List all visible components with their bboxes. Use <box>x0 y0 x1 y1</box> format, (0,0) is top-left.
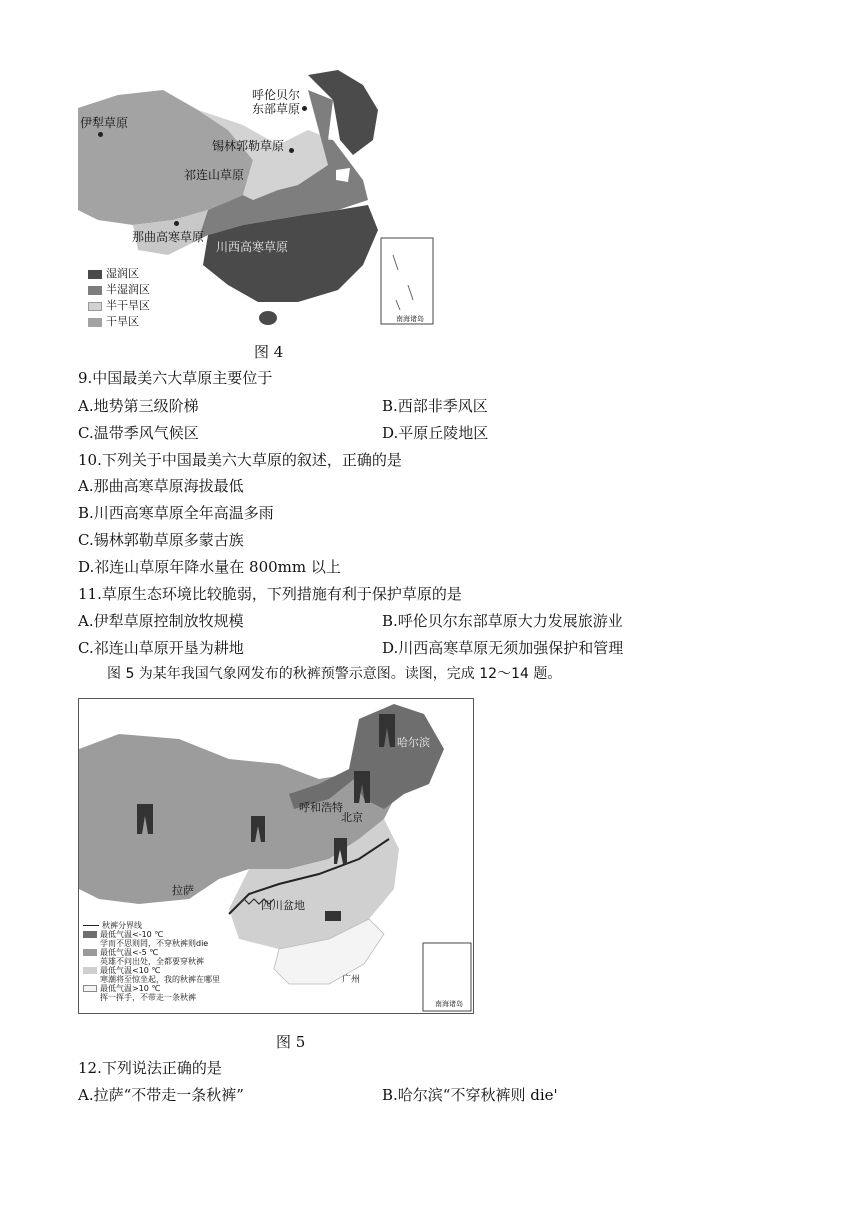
q9-option-c: C.温带季风气候区 <box>78 424 199 442</box>
figure-5-caption: 图 5 <box>276 1033 306 1051</box>
legend5-item-cold <box>83 930 220 939</box>
figure-4-caption: 图 4 <box>254 343 284 361</box>
figure-5-intro: 图 5 为某年我国气象网发布的秋裤预警示意图。读图，完成 12～14 题。 <box>107 666 562 682</box>
legend-item-humid <box>88 266 150 282</box>
q12-stem: 12.下列说法正确的是 <box>78 1059 222 1077</box>
legend5-cool-desc: 英雄不问出处，全都要穿秋裤 <box>100 957 204 966</box>
figure-5-legend <box>83 921 220 1002</box>
q11-option-c: C.祁连山草原开垦为耕地 <box>78 639 244 657</box>
legend-item-semi-humid <box>88 282 150 298</box>
q9-option-b: B.西部非季风区 <box>382 397 488 415</box>
dot-xilin <box>289 148 294 153</box>
q9-option-a: A.地势第三级阶梯 <box>78 397 199 415</box>
figure-5-map <box>78 698 474 1014</box>
pants-icon-east <box>325 911 341 921</box>
legend-semi-arid-label: 半干旱区 <box>106 299 150 312</box>
label-guangzhou: 广州 <box>342 975 361 985</box>
legend5-cold-title: 最低气温<-10 ℃ <box>100 930 164 939</box>
legend5-mild-title: 最低气温<10 ℃ <box>100 966 161 975</box>
legend5-item-warm <box>83 984 220 993</box>
legend5-warm-desc: 挥一挥手，不带走一条秋裤 <box>100 993 196 1002</box>
label-beijing: 北京 <box>341 811 363 824</box>
q10-option-a: A.那曲高寒草原海拔最低 <box>78 477 244 495</box>
label-xilin: 锡林郭勒草原 <box>212 139 285 153</box>
q11-option-d: D.川西高寒草原无须加强保护和管理 <box>382 639 624 657</box>
label-chuanxi: 川西高寒草原 <box>216 240 289 254</box>
q12-option-b: B.哈尔滨“不穿秋裤则 die' <box>382 1086 558 1104</box>
label-qilian: 祁连山草原 <box>184 168 245 182</box>
q10-option-c: C.锡林郭勒草原多蒙古族 <box>78 531 244 549</box>
label-hohhot: 呼和浩特 <box>299 801 343 814</box>
q11-stem: 11.草原生态环境比较脆弱，下列措施有利于保护草原的是 <box>78 585 462 603</box>
south-sea-inset <box>381 238 433 324</box>
legend5-item-mild <box>83 966 220 975</box>
q11-option-a: A.伊犁草原控制放牧规模 <box>78 612 244 630</box>
legend-item-semi-arid <box>88 298 150 314</box>
q10-option-b: B.川西高寒草原全年高温多雨 <box>78 504 274 522</box>
q9-option-d: D.平原丘陵地区 <box>382 424 489 442</box>
legend5-item-line <box>83 921 220 930</box>
q12-option-a: A.拉萨“不带走一条秋裤” <box>78 1086 244 1104</box>
label-naqu: 那曲高寒草原 <box>132 230 205 244</box>
legend5-cool-title: 最低气温<-5 ℃ <box>100 948 159 957</box>
label-yili: 伊犁草原 <box>80 116 129 130</box>
legend5-cold-desc: 学而不思则罔，不穿秋裤则die <box>100 939 209 948</box>
label-hulunbuir <box>252 88 300 116</box>
q11-option-b: B.呼伦贝尔东部草原大力发展旅游业 <box>382 612 623 630</box>
q10-option-d: D.祁连山草原年降水量在 800mm 以上 <box>78 558 341 576</box>
figure-4-map <box>78 70 436 328</box>
legend5-warm-title: 最低气温>10 ℃ <box>100 984 161 993</box>
legend5-mild-desc: 寒潮将至惊坐起，我的秋裤在哪里 <box>100 975 220 984</box>
legend-arid-label: 干旱区 <box>106 315 139 328</box>
figure-4-legend <box>88 266 150 330</box>
legend-humid-label: 湿润区 <box>106 267 139 280</box>
legend5-line-label: 秋裤分界线 <box>102 921 142 930</box>
q9-stem: 9.中国最美六大草原主要位于 <box>78 369 273 387</box>
label-hulunbuir-line1: 呼伦贝尔 <box>252 88 301 102</box>
q10-stem: 10.下列关于中国最美六大草原的叙述，正确的是 <box>78 451 402 469</box>
label-sichuan: 四川盆地 <box>261 899 305 912</box>
label-hulunbuir-line2: 东部草原 <box>252 102 301 116</box>
dot-hulunbuir <box>302 106 307 111</box>
label-south-sea-5: 南海诸岛 <box>435 1000 463 1008</box>
label-south-sea: 南海诸岛 <box>396 315 424 323</box>
legend-semi-humid-label: 半湿润区 <box>106 283 150 296</box>
dot-yili <box>98 132 103 137</box>
dot-naqu <box>174 221 179 226</box>
label-harbin: 哈尔滨 <box>397 736 430 749</box>
label-lhasa: 拉萨 <box>172 884 194 897</box>
legend5-item-cool <box>83 948 220 957</box>
legend-item-arid <box>88 314 150 330</box>
